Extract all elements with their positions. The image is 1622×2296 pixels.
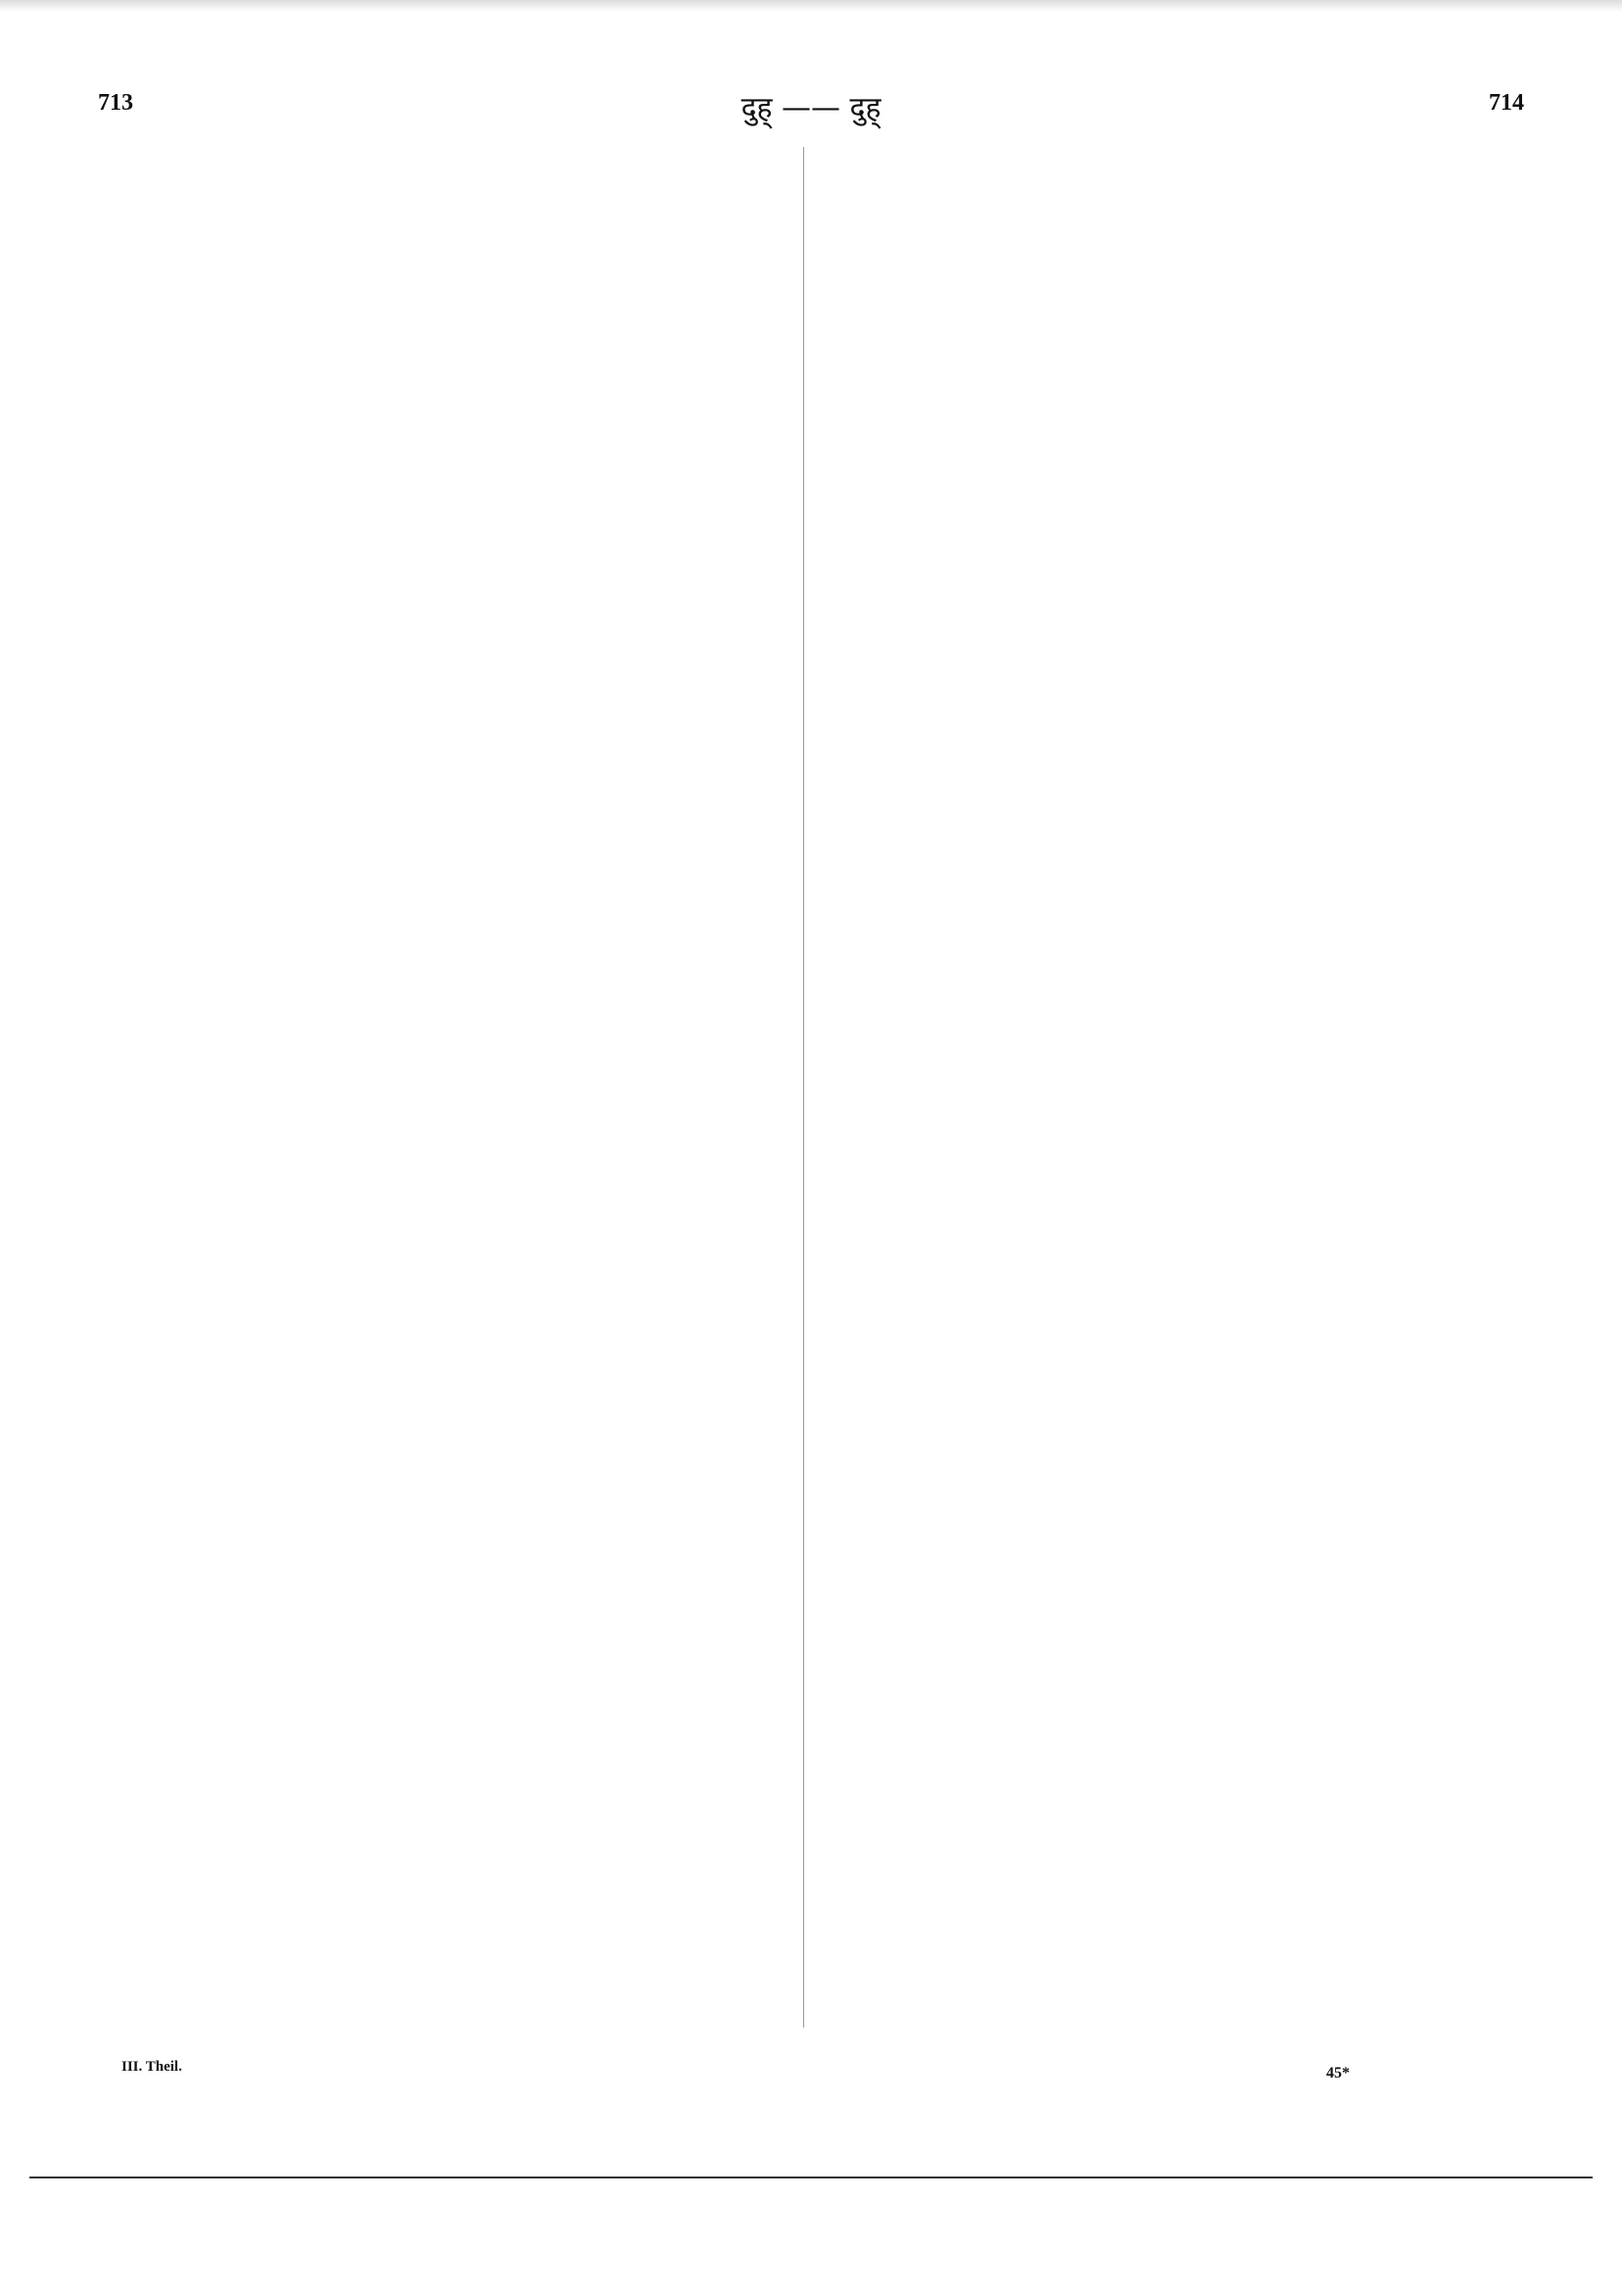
text-column-left	[98, 147, 787, 2047]
running-headword: दुह् —— दुह्	[740, 91, 882, 125]
scan-edge	[0, 0, 1622, 12]
text-column-right	[821, 147, 1524, 2047]
bottom-rule	[29, 2176, 1593, 2178]
sheet-mark: 45*	[1326, 2065, 1350, 2081]
column-divider	[803, 147, 804, 2028]
page-header	[98, 90, 1524, 133]
volume-signature: III. Theil.	[121, 2059, 182, 2075]
page-number-right: 714	[1489, 90, 1524, 116]
page-number-left: 713	[98, 90, 133, 116]
